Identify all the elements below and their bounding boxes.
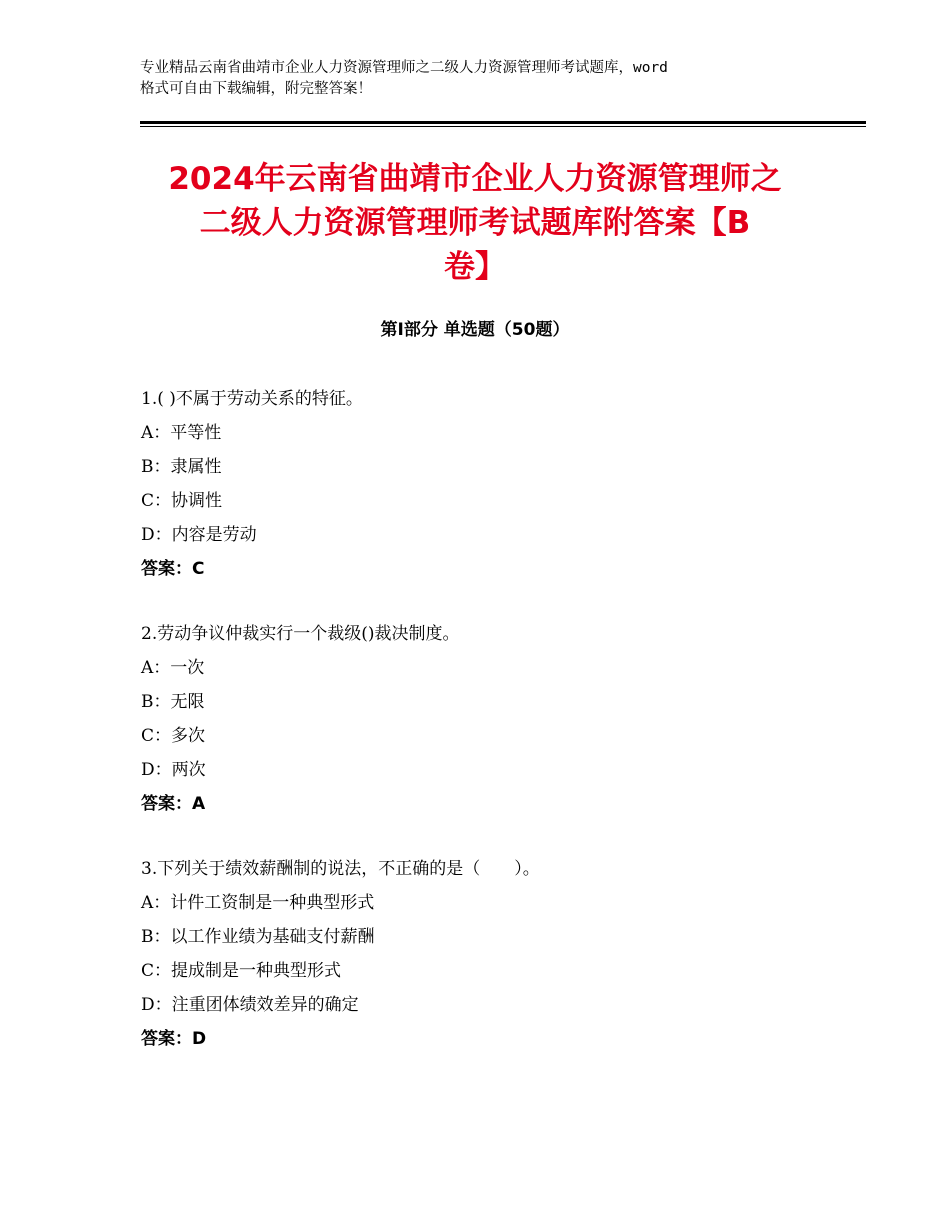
answer: 答案：D (141, 1029, 207, 1049)
section-heading: 第Ⅰ部分 单选题（50题） (380, 320, 570, 340)
header-note-line-1: 专业精品云南省曲靖市企业人力资源管理师之二级人力资源管理师考试题库，word (140, 60, 668, 76)
title-line-1: 2024年云南省曲靖市企业人力资源管理师之 (168, 161, 782, 197)
option-a: A：一次 (141, 658, 205, 678)
question-stem: 2.劳动争议仲裁实行一个裁级()裁决制度。 (141, 624, 460, 644)
question-2 (141, 617, 861, 821)
question-list (141, 382, 861, 1087)
option-d: D：内容是劳动 (141, 525, 257, 545)
question-stem: 3.下列关于绩效薪酬制的说法，不正确的是（ ）。 (141, 859, 540, 879)
option-c: C：多次 (141, 726, 206, 746)
header-note-line-2: 格式可自由下载编辑，附完整答案！ (140, 81, 372, 97)
title-line-2: 二级人力资源管理师考试题库附答案【B (199, 205, 751, 241)
header-divider-thick (140, 121, 866, 124)
option-d: D：注重团体绩效差异的确定 (141, 995, 359, 1015)
option-d: D：两次 (141, 760, 206, 780)
header-divider-thin (140, 126, 866, 127)
option-c: C：协调性 (141, 491, 223, 511)
answer: 答案：A (141, 794, 206, 814)
header-note (140, 58, 830, 100)
question-1 (141, 382, 861, 586)
title-line-3: 卷】 (444, 249, 506, 285)
option-b: B：隶属性 (141, 457, 222, 477)
option-a: A：平等性 (141, 423, 222, 443)
question-3 (141, 852, 861, 1056)
option-c: C：提成制是一种典型形式 (141, 961, 342, 981)
document-title (100, 157, 850, 289)
option-b: B：以工作业绩为基础支付薪酬 (141, 927, 375, 947)
option-b: B：无限 (141, 692, 205, 712)
question-stem: 1.( )不属于劳动关系的特征。 (141, 389, 363, 409)
option-a: A：计件工资制是一种典型形式 (141, 893, 375, 913)
answer: 答案：C (141, 559, 205, 579)
